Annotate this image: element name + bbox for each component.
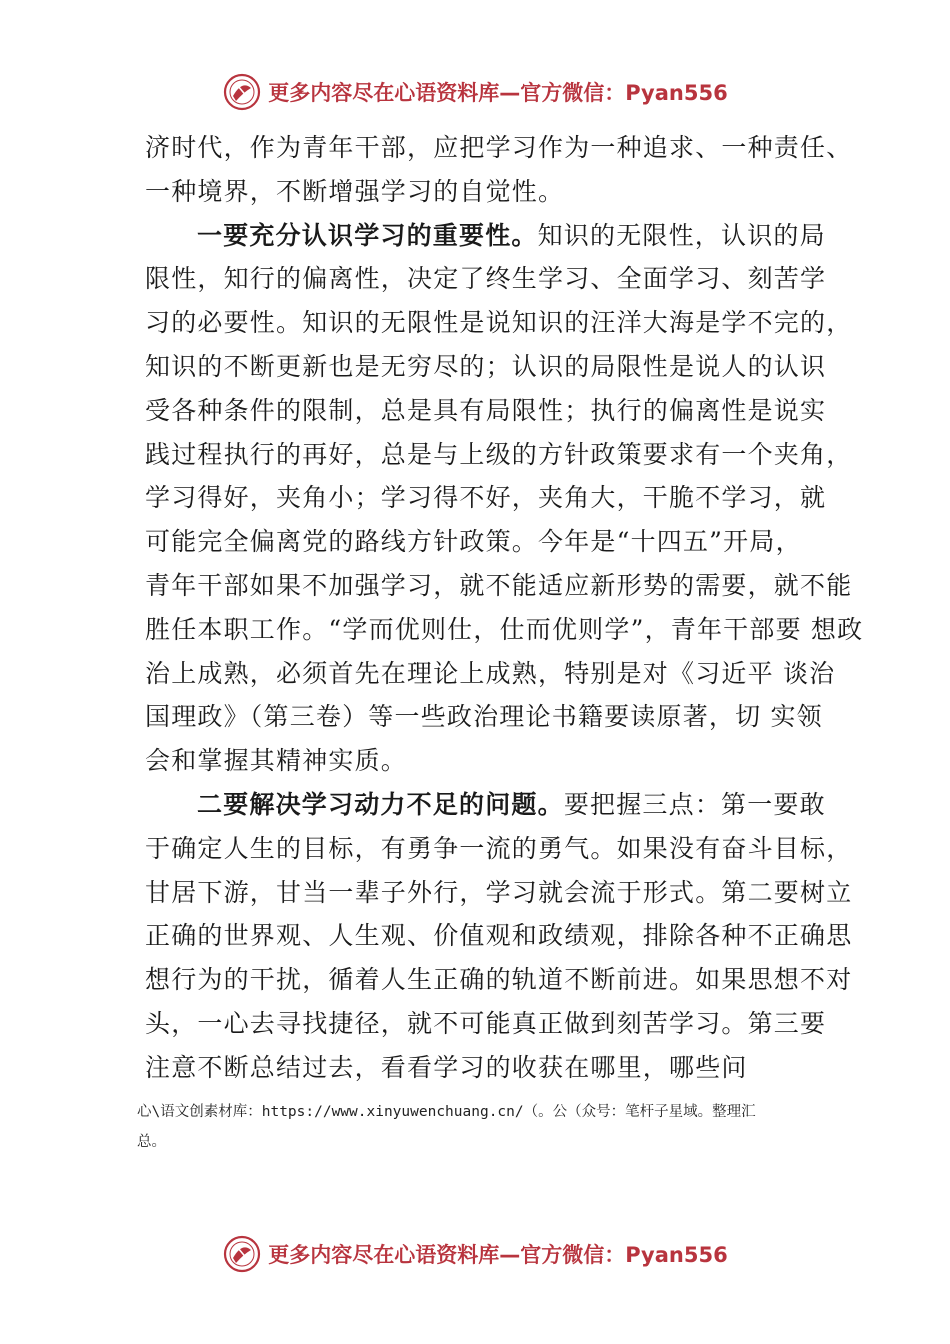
text-line: 济时代，作为青年干部，应把学习作为一种追求、一种责任、 [145, 133, 853, 162]
top-banner [0, 70, 950, 114]
footer-line: 心\语文创素材库：https://www.xinyuwenchuang.cn/（。公（众号：笔杆子星域。整理汇 [137, 1104, 756, 1120]
banner-text: 更多内容尽在心语资料库—官方微信：Pyan556 [268, 81, 728, 105]
text-line: 限性，知行的偏离性，决定了终生学习、全面学习、刻苦学 [145, 264, 827, 294]
text-line: 国理政》（第三卷）等一些政治理论书籍要读原著，切 实领 [145, 702, 823, 732]
text-line: 践过程执行的再好，总是与上级的方针政策要求有一个夹角， [145, 439, 853, 469]
text-line: 受各种条件的限制，总是具有局限性；执行的偏离性是说实 [145, 395, 827, 425]
paragraph-heading: 二要解决学习动力不足的问题。 [197, 789, 564, 819]
text-line: 注意不断总结过去，看看学习的收获在哪里，哪些问 [145, 1052, 748, 1082]
text-line: 会和掌握其精神实质。 [145, 746, 408, 776]
paragraph-heading-line [145, 214, 845, 258]
paragraph-heading-line [145, 783, 845, 827]
text-line: 知识的不断更新也是无穷尽的；认识的局限性是说人的认识 [145, 351, 827, 381]
text-line: 于确定人生的目标，有勇争一流的勇气。如果没有奋斗目标， [145, 833, 853, 863]
text-line: 正确的世界观、人生观、价值观和政绩观，排除各种不正确思 [145, 921, 853, 951]
text-line: 青年干部如果不加强学习，就不能适应新形势的需要，就不能 [145, 570, 853, 600]
text-line: 胜任本职工作。“学而优则仕，仕而优则学”，青年干部要 想政 [145, 614, 864, 644]
source-footer [137, 1097, 837, 1157]
text-line: 头，一心去寻找捷径，就不可能真正做到刻苦学习。第三要 [145, 1008, 827, 1038]
bottom-banner [0, 1232, 950, 1276]
document-body [145, 126, 864, 1090]
stamp-logo-icon [222, 1234, 262, 1274]
text-line: 一种境界，不断增强学习的自觉性。 [145, 176, 565, 206]
text-line: 学习得好，夹角小；学习得不好，夹角大，干脆不学习，就 [145, 483, 827, 513]
text-line: 可能完全偏离党的路线方针政策。今年是“十四五”开局， [145, 527, 802, 557]
text-line: 想行为的干扰，循着人生正确的轨道不断前进。如果思想不对 [145, 965, 853, 995]
paragraph-heading: 一要充分认识学习的重要性。 [197, 220, 538, 250]
text-span: 知识的无限性，认识的局 [537, 220, 826, 250]
text-span: 要把握三点：第一要敢 [563, 789, 826, 819]
banner-text: 更多内容尽在心语资料库—官方微信：Pyan556 [268, 1243, 728, 1267]
text-line: 习的必要性。知识的无限性是说知识的汪洋大海是学不完的， [145, 308, 853, 338]
stamp-logo-icon [222, 72, 262, 112]
footer-line: 总。 [137, 1134, 166, 1150]
text-line: 甘居下游，甘当一辈子外行，学习就会流于形式。第二要树立 [145, 877, 853, 907]
text-line: 治上成熟，必须首先在理论上成熟，特别是对《习近平 谈治 [145, 658, 836, 688]
